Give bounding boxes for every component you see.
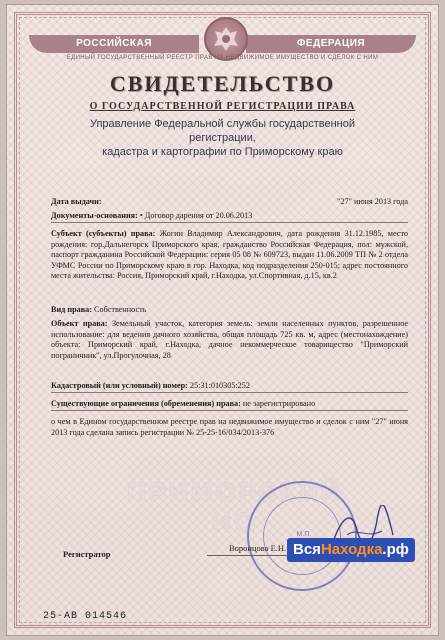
basis-value: • Договор дарения от 20.06.2013 — [139, 211, 253, 220]
agency-line-1: Управление Федеральной службы государственной регистрации, — [89, 118, 355, 144]
registrar-name: Воронцова Е.Н. — [229, 543, 287, 553]
site-part-2: Находка — [320, 541, 383, 558]
watermark-line-1: ПРИМОРСКИЙ — [127, 477, 343, 507]
ribbon-left: РОССИЙСКАЯ — [29, 35, 199, 53]
restrictions-value: не зарегистрировано — [242, 399, 316, 408]
agency-name — [57, 117, 388, 159]
restrictions-row — [51, 399, 408, 411]
ribbon-right: ФЕДЕРАЦИЯ — [246, 35, 416, 53]
object-value: Земельный участок, категория земель: земли населенных пунктов, разрешенное использование: для ведения дачного хозяйства, общая площадь 725 кв. м, адрес (местонахождение) объекта: Приморский край, г.Находка, дачное некоммерческое товарищество "Приморский пограничник", ул.Прогулочная, 28 — [51, 319, 409, 360]
watermark-line-2: НО — [212, 507, 258, 537]
right-type-label: Вид права: — [51, 305, 92, 314]
restrictions-label: Существующие ограничения (обременения) права: — [51, 399, 241, 408]
site-watermark-badge — [287, 538, 415, 562]
cadastral-row — [51, 381, 408, 393]
cadastral-value: 25:31:010305:252 — [189, 381, 250, 390]
subject-row — [51, 229, 408, 282]
record-row: о чем в Едином государственном реестре прав на недвижимое имущество и сделок с ним "27" июня 2013 года сделана запись регистрации № 25-25-16/034/2013-376 — [51, 417, 408, 437]
right-type-value: Собственность — [94, 305, 147, 314]
object-label: Объект права: — [51, 319, 108, 328]
issue-date-label: Дата выдачи: — [51, 197, 102, 206]
cadastral-label: Кадастровый (или условный) номер: — [51, 381, 188, 390]
issue-date-row — [51, 197, 408, 208]
site-part-3: .рф — [382, 541, 409, 558]
seal-mp-label: М.П. — [296, 531, 312, 538]
object-row — [51, 319, 408, 361]
form-series-number: 25-АВ 014546 — [43, 611, 128, 622]
registry-line: ЕДИНЫЙ ГОСУДАРСТВЕННЫЙ РЕЕСТР ПРАВ НА НЕДВИЖИМОЕ ИМУЩЕСТВО И СДЕЛОК С НИМ — [66, 55, 379, 61]
subject-value: Жогин Владимир Александрович, дата рождения 31.12.1985, место рождения: гор.Дальнегорск Приморского края, гражданство Российская Федерация, пол: мужской, паспорт гражданина Российской Федерации: серия 05 08 № 609723, выдан 11.06.2009 ТП № 2 отдела УФМС России по Приморскому краю в гор. Находка, код подразделения 250-015; адрес постоянного места жительства: Россия, Приморский край, г.Находка, ул.Спортивная, д.15, кв.2 — [51, 229, 409, 281]
document-title: СВИДЕТЕЛЬСТВО — [109, 71, 336, 96]
certificate-sheet — [6, 4, 439, 636]
registrar-label: Регистратор — [63, 549, 111, 559]
subject-label: Субъект (субъекты) права: — [51, 229, 156, 238]
right-type-row — [51, 305, 408, 316]
site-part-1: Вся — [293, 541, 321, 558]
issue-date-value: "27" июня 2013 года — [337, 197, 408, 206]
document-subtitle: О ГОСУДАРСТВЕННОЙ РЕГИСТРАЦИИ ПРАВА — [89, 101, 356, 112]
basis-row — [51, 211, 408, 223]
basis-label: Документы-основания: — [51, 211, 138, 220]
agency-line-2: кадастра и картографии по Приморскому краю — [102, 146, 343, 158]
